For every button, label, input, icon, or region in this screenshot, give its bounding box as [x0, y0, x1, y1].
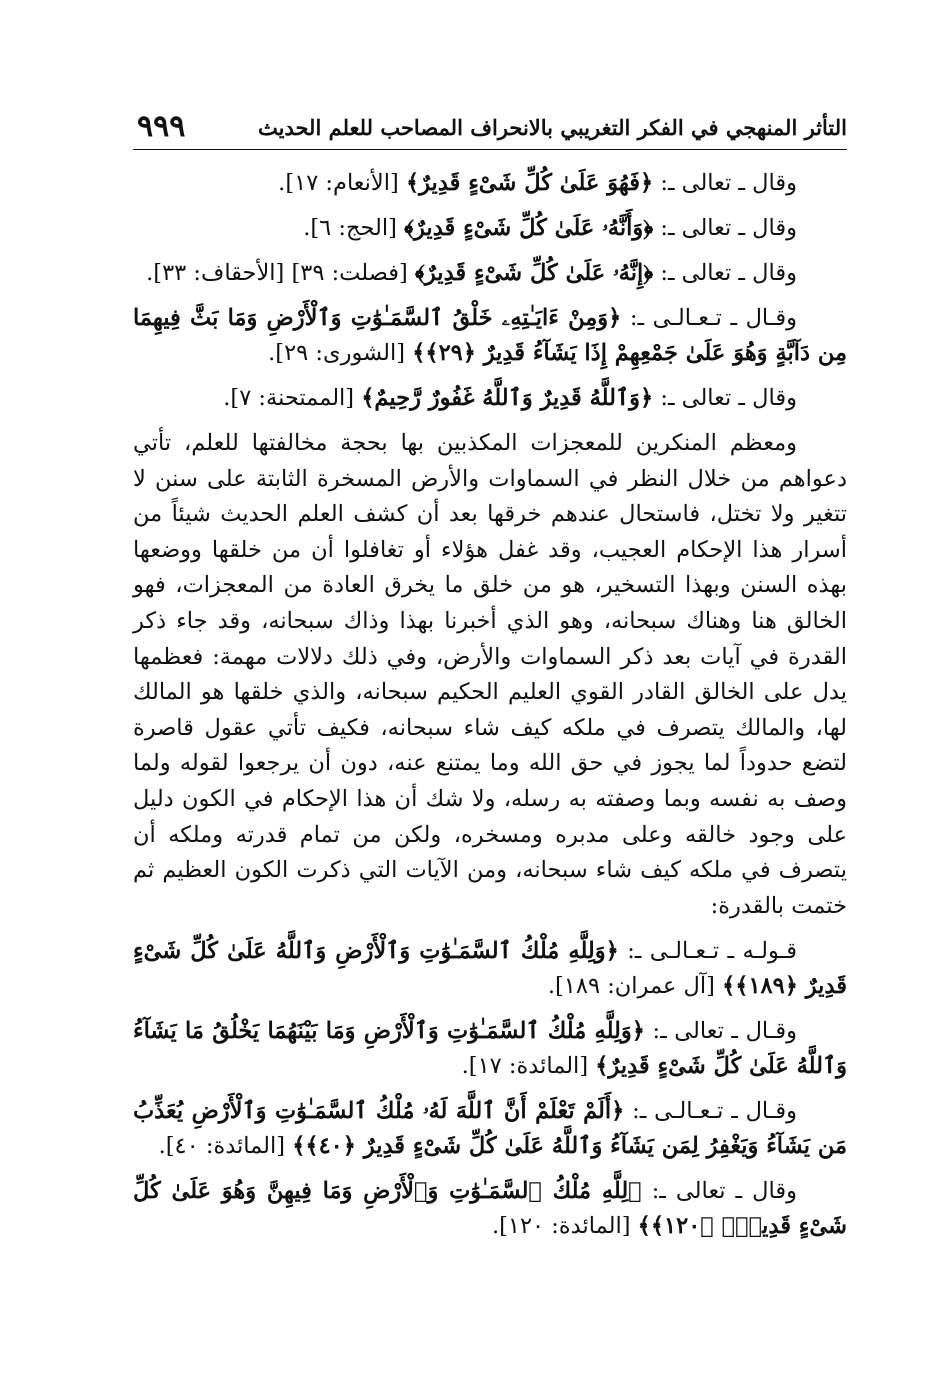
- verse-citation-4: [133, 301, 847, 371]
- verse-reference: [الممتحنة: ٧].: [223, 385, 355, 411]
- verse-reference: [المائدة: ١٧].: [461, 1053, 589, 1080]
- citation-intro: قـولـه ـ تـعـالـى ـ:: [627, 938, 797, 965]
- verse-citation-2: [133, 211, 847, 246]
- quran-verse: ﴿وَأَنَّهُۥ عَلَىٰ كُلِّ شَىْءٍ قَدِيرٌ﴾: [404, 215, 654, 241]
- verse-citation-6: [133, 934, 847, 1004]
- citation-intro: وقال ـ تعالى ـ:: [651, 1178, 797, 1205]
- page-body: [133, 166, 847, 1254]
- verse-reference: [فصلت: ٣٩] [الأحقاف: ٣٣].: [146, 260, 408, 286]
- running-header: [133, 103, 847, 147]
- verse-reference: [المائدة: ٤٠].: [158, 1133, 286, 1160]
- quran-verse: ﴿أَلَمْ تَعْلَمْ أَنَّ ٱللَّهَ لَهُۥ مُلْكُ ٱلسَّمَـٰوَٰتِ وَٱلْأَرْضِ يُعَذِّبُ مَن يَشَآءُ وَيَغْفِرُ لِمَن يَشَآءُ وَٱللَّهُ عَلَىٰ كُلِّ شَىْءٍ قَدِيرٌ ﴿٤٠﴾﴾: [133, 1098, 847, 1160]
- body-paragraph: ومعظم المنكرين للمعجزات المكذبين بها بحجة مخالفتها للعلم، تأتي دعواهم من خلال النظر في السماوات والأرض المسخرة الثابتة على سنن لا تتغير ولا تختل، فاستحال عندهم خرقها بعد أن كشف العلم الحديث شيئاً من أسرار هذا الإحكام العجيب، وقد غفل هؤلاء أو تغافلوا أن من خلقها ووضعها بهذه السنن وبهذا التسخير، هو من خلق ما يخرق العادة من المعجزات، فهو الخالق هنا وهناك سبحانه، وهو الذي أخبرنا بهذا وذاك سبحانه، وقد جاء ذكر القدرة في آيات بعد ذكر السماوات والأرض، وفي ذلك دلالات مهمة: فعظمها يدل على الخالق القادر القوي العليم الحكيم سبحانه، والذي خلقها هو المالك لها، والمالك يتصرف في ملكه كيف شاء سبحانه، فكيف تأتي عقول قاصرة لتضع حدوداً لما يجوز في حق الله وما يمتنع عنه، دون أن يرجعوا لقوله ولما وصف به نفسه وبما وصفته به رسله، ولا شك أن هذا الإحكام في الكون دليل على وجود خالقه وعلى مدبره ومسخره، ولكن من تمام قدرته وملكه أن يتصرف في ملكه كيف شاء سبحانه، ومن الآيات التي ذكرت الكون العظيم ثم ختمت بالقدرة:: [133, 430, 847, 919]
- quran-verse: ﴿وَمِنْ ءَايَـٰتِهِۦ خَلْقُ ٱلسَّمَـٰوَٰتِ وَٱلْأَرْضِ وَمَا بَثَّ فِيهِمَا مِن دَآبَّةٍ وَهُوَ عَلَىٰ جَمْعِهِمْ إِذَا يَشَآءُ قَدِيرٌ ﴿٢٩﴾﴾: [133, 305, 847, 366]
- quran-verse: ﴿وَٱللَّهُ قَدِيرٌ وَٱللَّهُ غَفُورٌ رَّحِيمٌ﴾: [361, 385, 654, 411]
- verse-citation-9: [133, 1174, 847, 1244]
- verse-citation-8: [133, 1094, 847, 1164]
- verse-citation-3: [133, 256, 847, 291]
- quran-verse: ﴿فَهُوَ عَلَىٰ كُلِّ شَىْءٍ قَدِيرٌ﴾: [405, 170, 654, 196]
- header-title: التأثر المنهجي في الفكر التغريبي بالانحراف المصاحب للعلم الحديث: [258, 115, 847, 140]
- verse-reference: [المائدة: ١٢٠].: [491, 1213, 631, 1240]
- verse-citation-7: [133, 1014, 847, 1084]
- verse-reference: [الحج: ٦].: [303, 215, 397, 241]
- quran-verse: ﴿وَلِلَّهِ مُلْكُ ٱلسَّمَـٰوَٰتِ وَٱلْأَرْضِ وَمَا بَيْنَهُمَا يَخْلُقُ مَا يَشَآءُ وَٱللَّهُ عَلَىٰ كُلِّ شَىْءٍ قَدِيرٌ﴾: [133, 1018, 847, 1080]
- citation-intro: وقـال ـ تعالى ـ:: [652, 1018, 797, 1045]
- citation-intro: وقال ـ تعالى ـ:: [660, 215, 797, 241]
- verse-reference: [الشورى: ٢٩].: [268, 340, 406, 366]
- verse-reference: [الأنعام: ١٧].: [278, 170, 399, 196]
- citation-intro: وقـال ـ تـعـالـى ـ:: [629, 305, 797, 331]
- citation-intro: وقـال ـ تـعـالـى ـ:: [632, 1098, 797, 1125]
- verse-reference: [آل عمران: ١٨٩].: [547, 973, 715, 1000]
- citation-intro: وقال ـ تعالى ـ:: [660, 385, 797, 411]
- verse-citation-5: [133, 381, 847, 416]
- verse-citation-1: [133, 166, 847, 201]
- citation-intro: وقال ـ تعالى ـ:: [660, 260, 797, 286]
- header-divider: [133, 149, 847, 150]
- citation-intro: وقال ـ تعالى ـ:: [660, 170, 797, 196]
- quran-verse: ﴿إِنَّهُۥ عَلَىٰ كُلِّ شَىْءٍ قَدِيرٌ﴾: [414, 260, 654, 286]
- page-number: ٩٩٩: [137, 109, 186, 144]
- quran-verse: ﴿وَلِلَّهِ مُلْكُ ٱلسَّمَـٰوَٰتِ وَٱلْأَرْضِ وَٱللَّهُ عَلَىٰ كُلِّ شَىْءٍ قَدِيرٌ ﴿١٨٩﴾﴾: [133, 938, 847, 1000]
- quran-verse: ﴿لِلَّهِ مُلْكُ ٱلسَّمَـٰوَٰتِ وَٱلْأَرْضِ وَمَا فِيهِنَّ وَهُوَ عَلَىٰ كُلِّ شَىْءٍ قَدِيرٌۢ ﴿١٢٠﴾﴾: [133, 1178, 847, 1240]
